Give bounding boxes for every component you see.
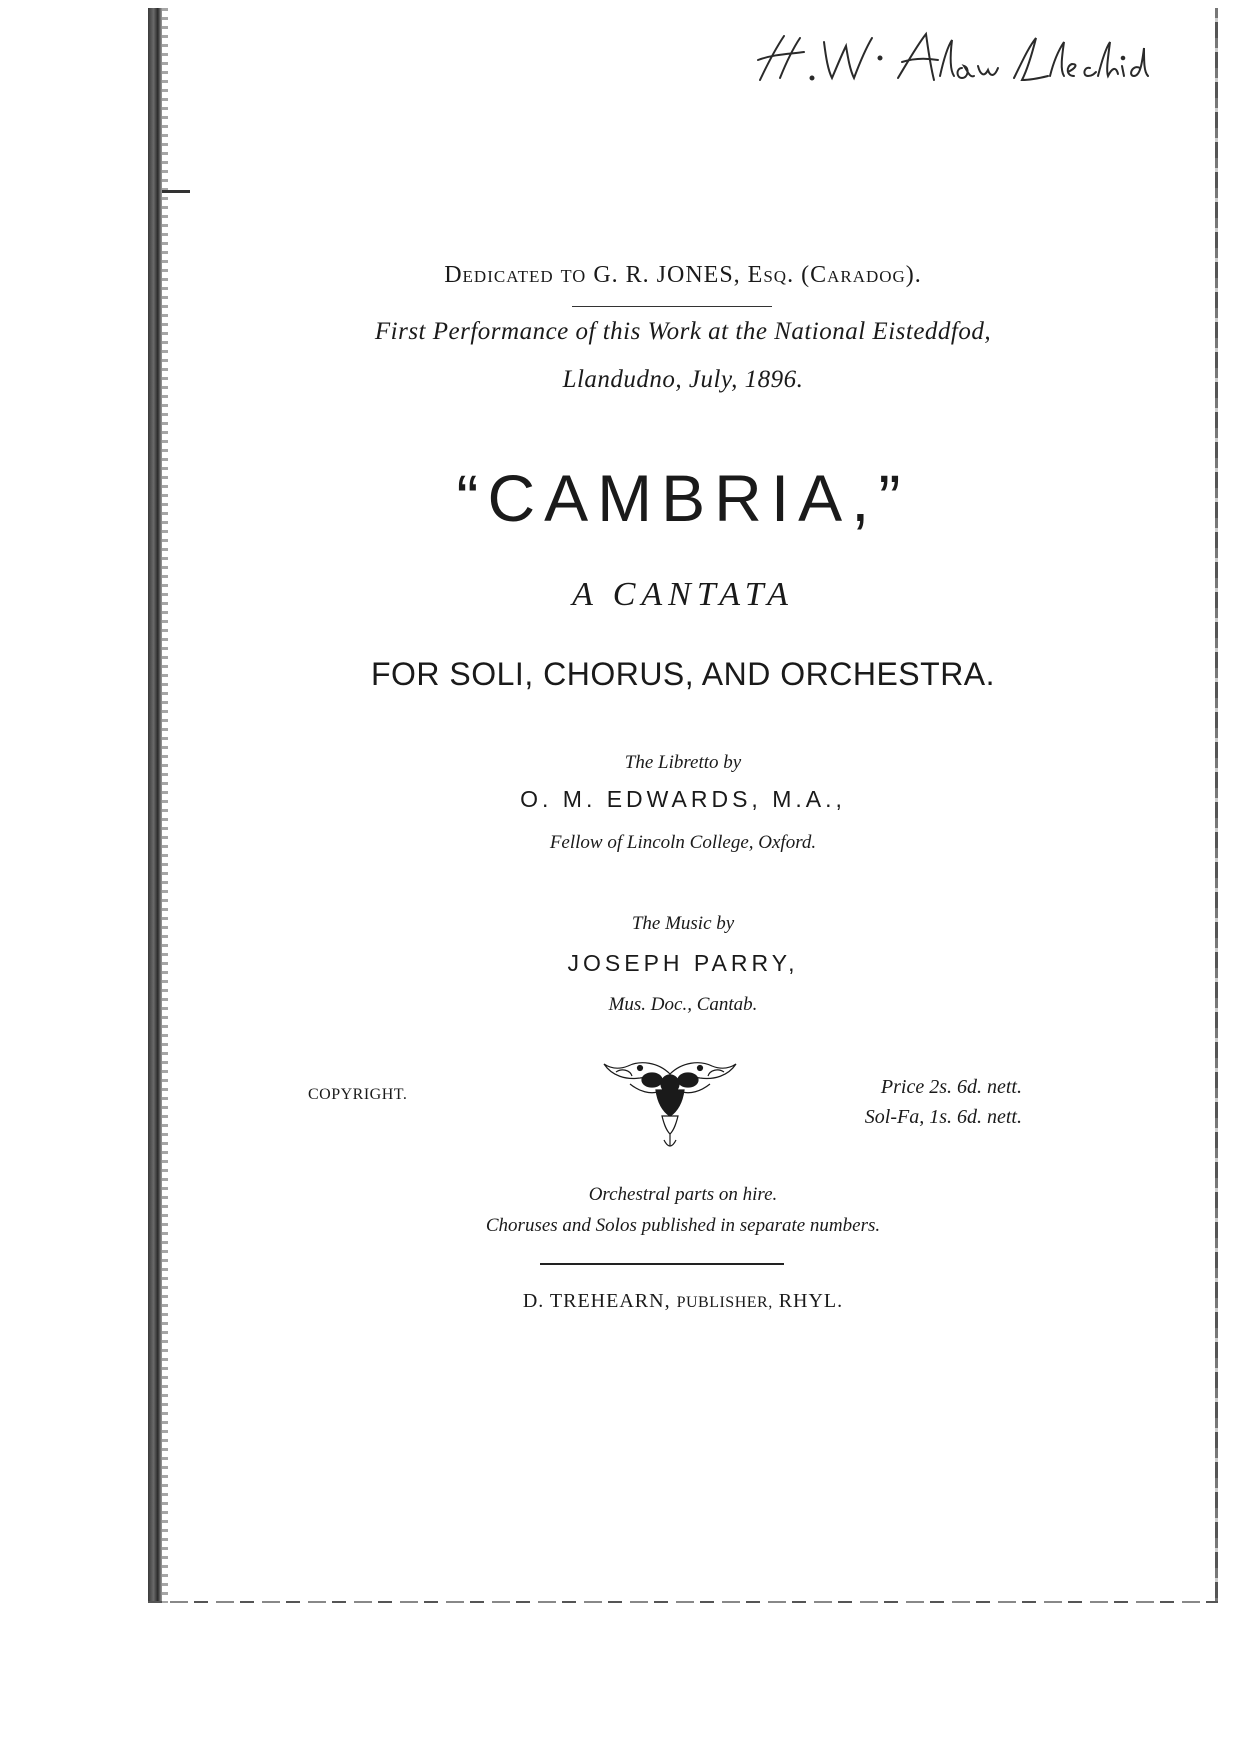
choruses-note: Choruses and Solos published in separate numbers. — [485, 1215, 881, 1236]
composer-name: JOSEPH PARRY, — [567, 950, 799, 976]
composer-degree: Mus. Doc., Cantab. — [608, 994, 758, 1015]
dedicatee-name: G. R. JONES, — [593, 262, 741, 288]
solfa-price-line: Sol-Fa, 1s. 6d. nett. — [864, 1106, 1022, 1128]
divider-rule-bottom — [540, 1263, 784, 1265]
page-bottom-edge — [148, 1601, 1218, 1603]
publisher-name: D. TREHEARN, — [522, 1290, 671, 1312]
scoring-line: FOR SOLI, CHORUS, AND ORCHESTRA. — [370, 656, 996, 692]
work-subtitle: A CANTATA — [572, 576, 794, 613]
librettist-affiliation: Fellow of Lincoln College, Oxford. — [549, 832, 817, 853]
spine-mark — [162, 190, 190, 193]
music-by-label: The Music by — [631, 913, 735, 934]
libretto-by-label: The Libretto by — [624, 752, 742, 773]
dedication-prefix: Dedicated — [444, 262, 554, 288]
publisher-line — [148, 1290, 1218, 1313]
first-performance-line: First Performance of this Work at the National Eisteddfod, — [374, 318, 992, 345]
performance-place-date: Llandudno, July, 1896. — [562, 366, 804, 393]
librettist-name: O. M. EDWARDS, M.A., — [520, 786, 846, 812]
dedicatee-bardic-name: (Caradog). — [801, 262, 922, 288]
divider-rule-top — [572, 306, 772, 307]
dedicatee-esq: Esq. — [747, 262, 795, 288]
publisher-place: RHYL. — [778, 1290, 844, 1312]
publisher-role: PUBLISHER, — [676, 1294, 773, 1311]
price-line: Price 2s. 6d. nett. — [880, 1076, 1022, 1098]
orchestral-parts-note: Orchestral parts on hire. — [588, 1184, 778, 1205]
dedication-line — [148, 262, 1218, 289]
floral-ornament-icon — [600, 1054, 740, 1150]
copyright-notice: COPYRIGHT. — [308, 1086, 408, 1103]
dedication-to: TO — [560, 266, 587, 286]
work-title: “CAMBRIA,” — [456, 461, 910, 535]
handwritten-signature — [750, 18, 1150, 98]
